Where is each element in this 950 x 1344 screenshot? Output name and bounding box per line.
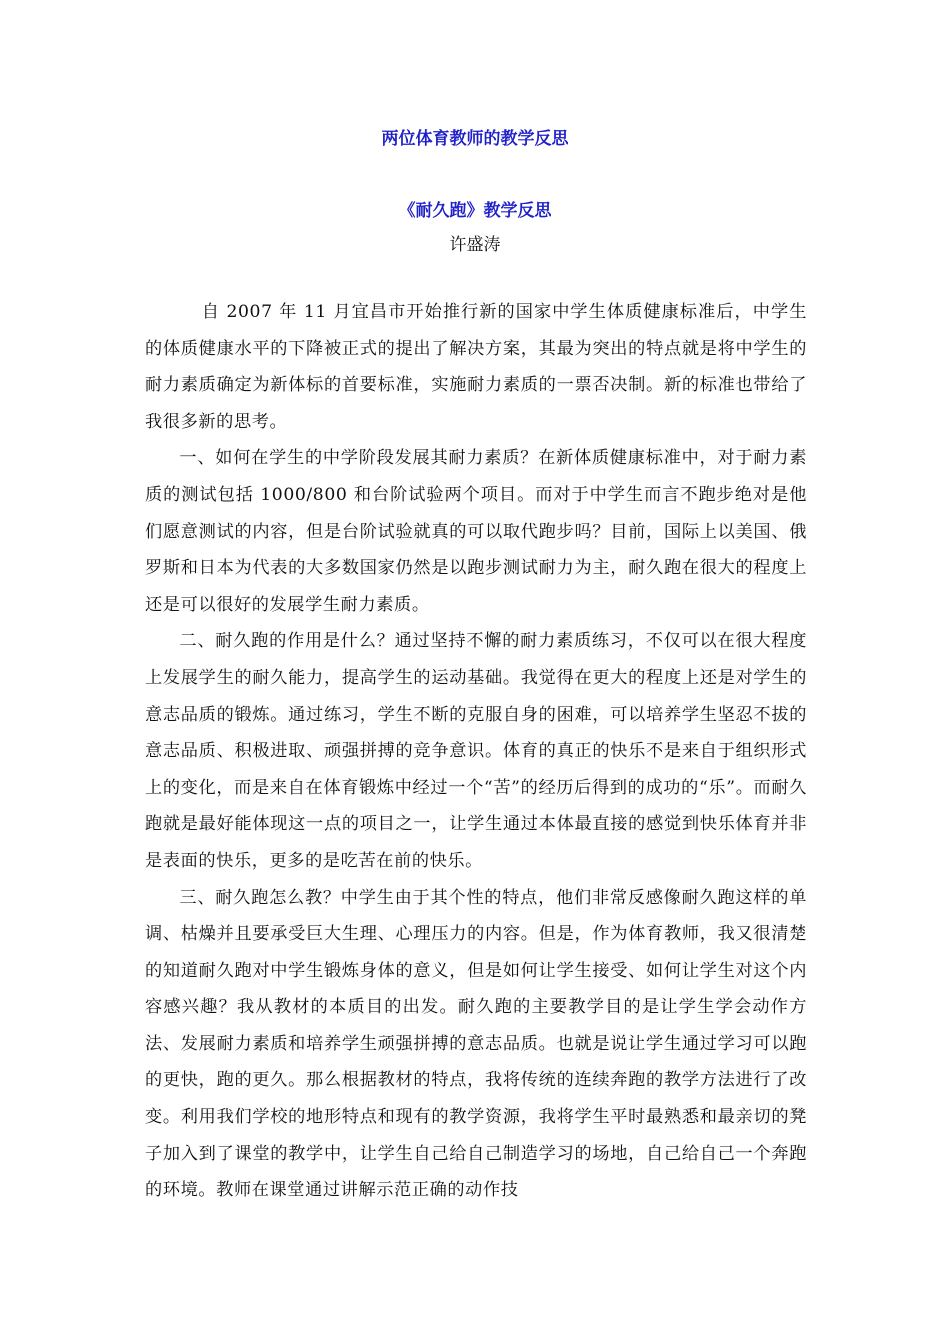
author-name: 许盛涛 (449, 235, 501, 255)
article-title: 《耐久跑》教学反思 (398, 201, 552, 221)
article-body (145, 294, 807, 1209)
paragraph-section-2: 二、耐久跑的作用是什么？通过坚持不懈的耐力素质练习，不仅可以在很大程度上发展学生的耐久能力，提高学生的运动基础。我觉得在更大的程度上还是对学生的意志品质的锻炼。通过练习，学生不断的克服自身的困难，可以培养学生坚忍不拔的意志品质、积极进取、顽强拼搏的竞争意识。体育的真正的快乐不是来自于组织形式上的变化，而是来自在体育锻炼中经过一个“苦”的经历后得到的成功的“乐”。而耐久跑就是最好能体现这一点的项目之一，让学生通过本体最直接的感觉到快乐体育并非是表面的快乐，更多的是吃苦在前的快乐。 (145, 631, 807, 871)
paragraph-section-1: 一、如何在学生的中学阶段发展其耐力素质？在新体质健康标准中，对于耐力素质的测试包括 1000/800 和台阶试验两个项目。而对于中学生而言不跑步绝对是他们愿意测试的内容，但是台阶试验就真的可以取代跑步吗？目前，国际上以美国、俄罗斯和日本为代表的大多数国家仍然是以跑步测试耐力为主，耐久跑在很大的程度上还是可以很好的发展学生耐力素质。 (145, 448, 807, 615)
paragraph-intro: 自 2007 年 11 月宜昌市开始推行新的国家中学生体质健康标准后，中学生的体质健康水平的下降被正式的提出了解决方案，其最为突出的特点就是将中学生的耐力素质确定为新体标的首要标准，实施耐力素质的一票否决制。新的标准也带给了我很多新的思考。 (145, 302, 807, 432)
paragraph-section-3: 三、耐久跑怎么教？中学生由于其个性的特点，他们非常反感像耐久跑这样的单调、枯燥并且要承受巨大生理、心理压力的内容。但是，作为体育教师，我又很清楚的知道耐久跑对中学生锻炼身体的意义，但是如何让学生接受、如何让学生对这个内容感兴趣？我从教材的本质目的出发。耐久跑的主要教学目的是让学生学会动作方法、发展耐力素质和培养学生顽强拼搏的意志品质。也就是说让学生通过学习可以跑的更快，跑的更久。那么根据教材的特点，我将传统的连续奔跑的教学方法进行了改变。利用我们学校的地形特点和现有的教学资源，我将学生平时最熟悉和最亲切的凳子加入到了课堂的教学中，让学生自己给自己制造学习的场地，自己给自己一个奔跑的环境。教师在课堂通过讲解示范正确的动作技 (145, 887, 807, 1201)
document-title: 两位体育教师的教学反思 (381, 129, 569, 149)
